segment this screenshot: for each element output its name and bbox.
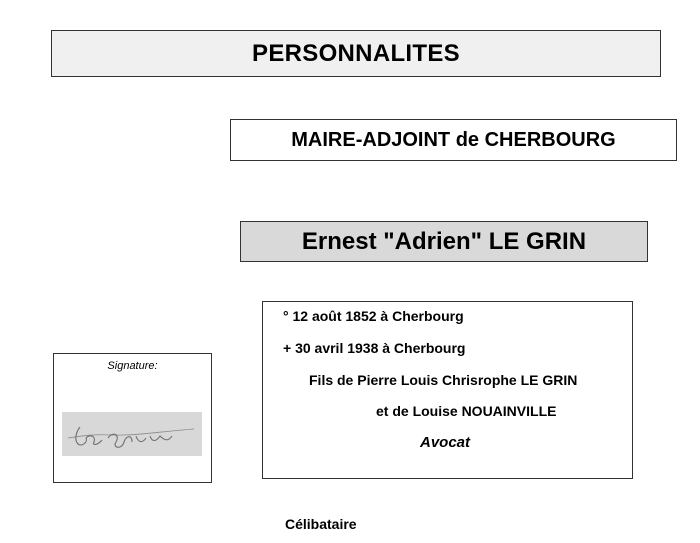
- death-line: + 30 avril 1938 à Cherbourg: [283, 340, 466, 356]
- father-line: Fils de Pierre Louis Chrisrophe LE GRIN: [309, 372, 578, 388]
- page-title-banner: [51, 30, 661, 77]
- profession-line: Avocat: [420, 434, 471, 451]
- marital-status: Célibataire: [285, 516, 357, 532]
- person-name-banner: [240, 221, 648, 262]
- role-title: MAIRE-ADJOINT de CHERBOURG: [291, 128, 616, 151]
- role-banner: [230, 119, 677, 161]
- page-title: PERSONNALITES: [252, 39, 460, 67]
- birth-line: ° 12 août 1852 à Cherbourg: [283, 308, 464, 324]
- biography-panel: [262, 301, 633, 479]
- signature-panel: [53, 353, 212, 483]
- signature-image: [62, 412, 202, 456]
- mother-line: et de Louise NOUAINVILLE: [376, 403, 557, 419]
- signature-label: Signature:: [107, 360, 158, 372]
- person-name: Ernest "Adrien" LE GRIN: [301, 227, 587, 255]
